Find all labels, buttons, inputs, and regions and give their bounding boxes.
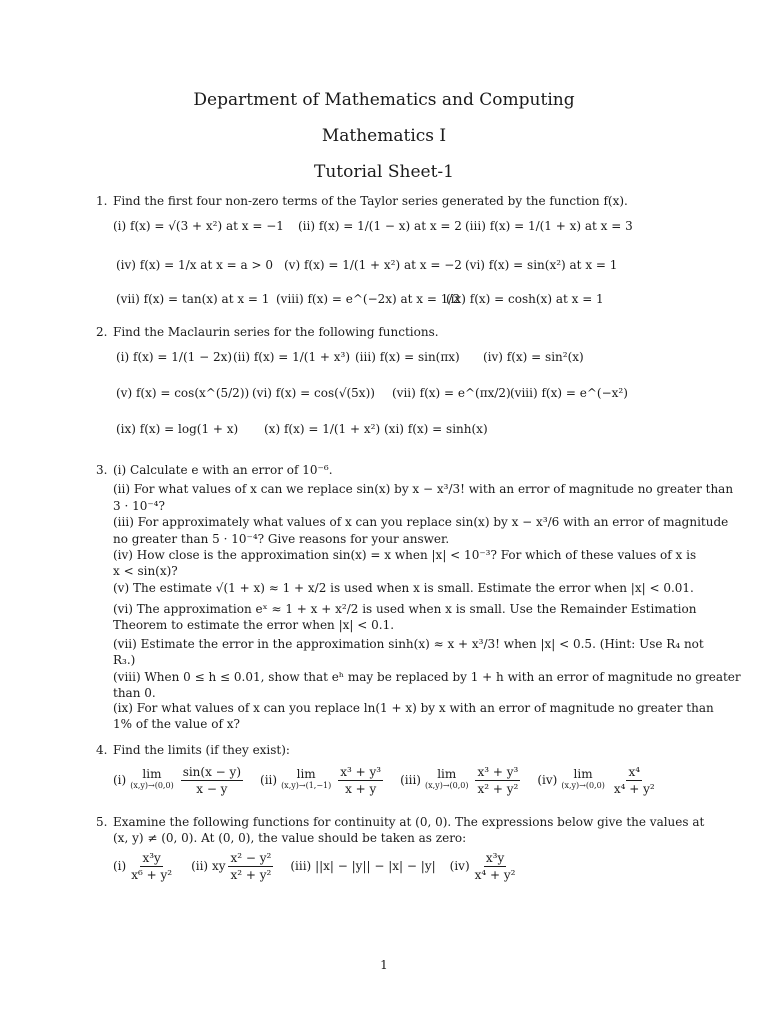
q5-number: 5. bbox=[96, 815, 108, 829]
numerator: x³ + y³ bbox=[477, 764, 519, 779]
q4-item-1 bbox=[113, 765, 246, 796]
q4-item-1-limit bbox=[130, 768, 173, 792]
lim-word: lim bbox=[296, 767, 316, 781]
q2-item-4: (iv) f(x) = sin²(x) bbox=[483, 350, 584, 364]
q5-line-1: Examine the following functions for continuity at (0, 0). The expressions below give the values at bbox=[113, 815, 705, 829]
q1-item-9: (ix) f(x) = cosh(x) at x = 1 bbox=[446, 292, 604, 306]
q4-items bbox=[113, 760, 674, 800]
q1-item-7: (vii) f(x) = tan(x) at x = 1 bbox=[116, 292, 270, 306]
q1-item-1: (i) f(x) = √(3 + x²) at x = −1 bbox=[113, 219, 284, 233]
q5-item-3 bbox=[290, 859, 435, 873]
q2-item-7: (vii) f(x) = e^(πx/2) bbox=[392, 386, 511, 400]
q4-item-4-label: (iv) bbox=[537, 773, 558, 787]
q1-item-8: (viii) f(x) = e^(−2x) at x = 1/2 bbox=[276, 292, 461, 306]
q2-item-3: (iii) f(x) = sin(πx) bbox=[355, 350, 460, 364]
denominator: x⁶ + y² bbox=[131, 867, 173, 882]
q3-number: 3. bbox=[96, 463, 108, 477]
q4-item-4-fraction bbox=[612, 765, 657, 796]
q4-item-3-fraction bbox=[475, 765, 520, 796]
q3-line-15: (ix) For what values of x can you replace ln(1 + x) by x with an error of magnitude no greater than bbox=[113, 701, 714, 715]
q5-item-2 bbox=[191, 851, 276, 882]
q4-number: 4. bbox=[96, 743, 108, 757]
q2-number: 2. bbox=[96, 325, 108, 339]
q3-line-11: (vii) Estimate the error in the approximation sinh(x) ≈ x + x³/3! when |x| < 0.5. (Hint: Use R₄ not bbox=[113, 637, 704, 651]
q4-item-4 bbox=[537, 765, 659, 796]
q4-item-2 bbox=[260, 765, 386, 796]
q2-item-5: (v) f(x) = cos(x^(5/2)) bbox=[116, 386, 250, 400]
lim-subscript: (x,y)→(0,0) bbox=[561, 781, 605, 790]
q5-item-3-label: (iii) bbox=[290, 859, 312, 873]
numerator: sin(x − y) bbox=[182, 764, 242, 779]
q2-item-2: (ii) f(x) = 1/(1 + x³) bbox=[233, 350, 351, 364]
q3-line-9: (vi) The approximation eˣ ≈ 1 + x + x²/2 is used when x is small. Use the Remainder Estimation bbox=[113, 602, 697, 616]
course-title: Mathematics I bbox=[321, 126, 447, 146]
q2-item-8: (viii) f(x) = e^(−x²) bbox=[510, 386, 628, 400]
q5-item-4-fraction bbox=[473, 851, 518, 882]
q3-line-5: no greater than 5 · 10⁻⁴? Give reasons for your answer. bbox=[113, 532, 450, 546]
denominator: x⁴ + y² bbox=[474, 867, 516, 882]
q5-item-3-expression: ||x| − |y|| − |x| − |y| bbox=[315, 859, 436, 873]
q3-line-4: (iii) For approximately what values of x can you replace sin(x) by x − x³/6 with an error of magnitude bbox=[113, 515, 729, 529]
q1-item-3: (iii) f(x) = 1/(1 + x) at x = 3 bbox=[465, 219, 633, 233]
q3-line-16: 1% of the value of x? bbox=[113, 717, 240, 731]
q4-item-3 bbox=[400, 765, 523, 796]
q2-item-11: (xi) f(x) = sinh(x) bbox=[384, 422, 488, 436]
q4-item-2-label: (ii) bbox=[260, 773, 278, 787]
lim-word: lim bbox=[573, 767, 593, 781]
lim-word: lim bbox=[437, 767, 457, 781]
denominator: x² + y² bbox=[230, 867, 272, 882]
q4-item-2-fraction bbox=[338, 765, 383, 796]
q1-number: 1. bbox=[96, 194, 108, 208]
department-title: Department of Mathematics and Computing bbox=[193, 90, 575, 110]
numerator: x³y bbox=[485, 850, 505, 865]
q2-item-10: (x) f(x) = 1/(1 + x²) bbox=[264, 422, 381, 436]
sheet-title: Tutorial Sheet-1 bbox=[313, 162, 454, 182]
q1-item-4: (iv) f(x) = 1/x at x = a > 0 bbox=[116, 258, 274, 272]
q3-line-12: R₃.) bbox=[113, 653, 136, 667]
q4-item-4-limit bbox=[561, 768, 604, 792]
numerator: x² − y² bbox=[230, 850, 272, 865]
q5-item-2-prefix: xy bbox=[211, 859, 226, 873]
q2-item-1: (i) f(x) = 1/(1 − 2x) bbox=[116, 350, 233, 364]
denominator: x⁴ + y² bbox=[613, 781, 655, 796]
q3-line-7: x < sin(x)? bbox=[113, 564, 178, 578]
denominator: x − y bbox=[196, 781, 228, 796]
q3-line-10: Theorem to estimate the error when |x| < 0.1. bbox=[113, 618, 395, 632]
q3-line-1: (i) Calculate e with an error of 10⁻⁶. bbox=[113, 463, 333, 477]
q3-line-8: (v) The estimate √(1 + x) ≈ 1 + x/2 is used when x is small. Estimate the error when |x| < 0.01. bbox=[113, 581, 694, 595]
q5-item-1-fraction bbox=[129, 851, 174, 882]
denominator: x² + y² bbox=[477, 781, 519, 796]
q4-item-3-limit bbox=[425, 768, 468, 792]
q5-line-2: (x, y) ≠ (0, 0). At (0, 0), the value should be taken as zero: bbox=[113, 831, 467, 845]
q1-prompt: Find the first four non-zero terms of the Taylor series generated by the function f(x). bbox=[113, 194, 628, 208]
lim-word: lim bbox=[142, 767, 162, 781]
q4-item-1-label: (i) bbox=[113, 773, 127, 787]
q1-item-5: (v) f(x) = 1/(1 + x²) at x = −2 bbox=[284, 258, 462, 272]
q4-item-3-label: (iii) bbox=[400, 773, 421, 787]
q2-item-6: (vi) f(x) = cos(√(5x)) bbox=[252, 386, 375, 400]
q5-items bbox=[113, 846, 534, 886]
q1-item-2: (ii) f(x) = 1/(1 − x) at x = 2 bbox=[298, 219, 462, 233]
q3-line-14: than 0. bbox=[113, 686, 156, 700]
lim-subscript: (x,y)→(1,−1) bbox=[281, 781, 332, 790]
q4-prompt: Find the limits (if they exist): bbox=[113, 743, 290, 757]
q5-item-4-label: (iv) bbox=[449, 859, 470, 873]
q2-item-9: (ix) f(x) = log(1 + x) bbox=[116, 422, 239, 436]
q5-item-2-label: (ii) bbox=[191, 859, 209, 873]
q5-item-4 bbox=[450, 851, 521, 882]
q5-item-2-fraction bbox=[228, 851, 273, 882]
q4-item-1-fraction bbox=[181, 765, 243, 796]
page-number: 1 bbox=[380, 958, 388, 972]
lim-subscript: (x,y)→(0,0) bbox=[425, 781, 469, 790]
denominator: x + y bbox=[345, 781, 377, 796]
q3-line-6: (iv) How close is the approximation sin(x) = x when |x| < 10⁻³? For which of these values of x is bbox=[113, 548, 697, 562]
lim-subscript: (x,y)→(0,0) bbox=[130, 781, 174, 790]
q3-line-3: 3 · 10⁻⁴? bbox=[113, 499, 165, 513]
q5-item-1-label: (i) bbox=[113, 859, 127, 873]
numerator: x⁴ bbox=[628, 764, 641, 779]
q2-prompt: Find the Maclaurin series for the following functions. bbox=[113, 325, 439, 339]
q5-item-1 bbox=[113, 851, 177, 882]
q3-line-2: (ii) For what values of x can we replace sin(x) by x − x³/3! with an error of magnitude no greater than bbox=[113, 482, 734, 496]
numerator: x³y bbox=[142, 850, 161, 865]
numerator: x³ + y³ bbox=[340, 764, 382, 779]
q1-item-6: (vi) f(x) = sin(x²) at x = 1 bbox=[465, 258, 618, 272]
q3-line-13: (viii) When 0 ≤ h ≤ 0.01, show that eʰ may be replaced by 1 + h with an error of magnitude no greater bbox=[113, 670, 741, 684]
q4-item-2-limit bbox=[281, 768, 331, 792]
